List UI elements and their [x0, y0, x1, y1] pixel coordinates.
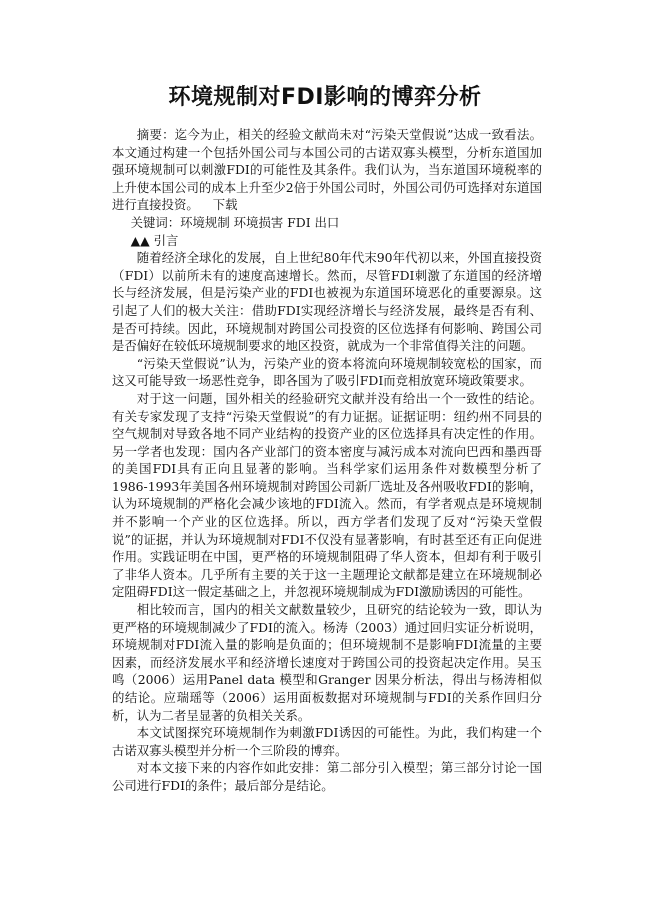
abstract [112, 126, 542, 214]
section-heading [112, 232, 542, 250]
paragraph-5: 本文试图探究环境规制作为刺激FDI诱因的可能性。为此，我们构建一个古诺双寡头模型并分析一个三阶段的博弈。 [112, 725, 542, 758]
abstract-label: 摘要： [136, 127, 175, 142]
abstract-text: 迄今为止，相关的经验文献尚未对“污染天堂假说”达成一致看法。本文通过构建一个包括外国公司与本国公司的古诺双寡头模型，分析东道国加强环境规制可以刺激FDI的可能性及其条件。我们认为，当东道国环境税率的上升使本国公司的成本上升至少2倍于外国公司时，外国公司仍可选择对东道国进行直接投资。 [112, 127, 543, 213]
keywords-text: 环境规制 环境损害 FDI 出口 [180, 214, 340, 230]
paper-title: 环境规制对FDI影响的博弈分析 [168, 85, 482, 110]
paragraph-1: 随着经济全球化的发展，自上世纪80年代末90年代初以来，外国直接投资（FDI）以前所未有的速度高速增长。然而，尽管FDI刺激了东道国的经济增长与经济发展，但是污染产业的FDI也被视为东道国环境恶化的重要源泉。这引起了人们的极大关注：借助FDI实现经济增长与经济发展，最终是否有利、是否可持续。因此，环境规制对跨国公司投资的区位选择有何影响、跨国公司是否偏好在较低环境规制要求的地区投资，就成为一个非常值得关注的问题。 [112, 250, 542, 354]
keywords [112, 214, 542, 232]
triangle-marker-icon: ▲▲ [130, 232, 150, 248]
paragraph-4: 相比较而言，国内的相关文献数量较少，且研究的结论较为一致，即认为更严格的环境规制减少了FDI的流入。杨涛（2003）通过回归实证分析说明，环境规制对FDI流入量的影响是负面的；但环境规制不是影响FDI流量的主要因素，而经济发展水平和经济增长速度对于跨国公司的投资起决定作用。吴玉鸣（2006）运用Panel data 模型和Granger 因果分析法，得出与杨涛相似的结论。应瑞瑶等（2006）运用面板数据对环境规制与FDI的关系作回归分析，认为二者呈显著的负相关关系。 [112, 602, 542, 723]
keywords-label: 关键词： [130, 214, 181, 230]
paragraph-2: “污染天堂假说”认为，污染产业的资本将流向环境规制较宽松的国家，而这又可能导致一场恶性竞争，即各国为了吸引FDI而竞相放宽环境政策要求。 [112, 355, 542, 389]
paper-body [112, 126, 542, 795]
download-link[interactable]: 下载 [212, 197, 238, 213]
section-heading-text: 引言 [153, 232, 179, 248]
paragraph-6: 对本文接下来的内容作如此安排：第二部分引入模型；第三部分讨论一国公司进行FDI的条件；最后部分是结论。 [112, 760, 542, 793]
paragraph-3: 对于这一问题，国外相关的经验研究文献并没有给出一个一致性的结论。有关专家发现了支持“污染天堂假说”的有力证据。证据证明：纽约州不同县的空气规制对导致各地不同产业结构的投资产业的区位选择具有决定性的作用。另一学者也发现：国内各产业部门的资本密度与减污成本对流向巴西和墨西哥的美国FDI具有正向且显著的影响。当科学家们运用条件对数模型分析了1986-1993年美国各州环境规制对跨国公司新厂选址及各州吸收FDI的影响，认为环境规制的严格化会减少该地的FDI流入。然而，有学者观点是环境规制并不影响一个产业的区位选择。所以，西方学者们发现了反对“污染天堂假说”的证据，并认为环境规制对FDI不仅没有显著影响，有时甚至还有正向促进作用。实践证明在中国，更严格的环境规制阻碍了华人资本，但却有利于吸引了非华人资本。几乎所有主要的关于这一主题理论文献都是建立在环境规制必定阻碍FDI这一假定基础之上，并忽视环境规制成为FDI激励诱因的可能性。 [112, 390, 542, 600]
